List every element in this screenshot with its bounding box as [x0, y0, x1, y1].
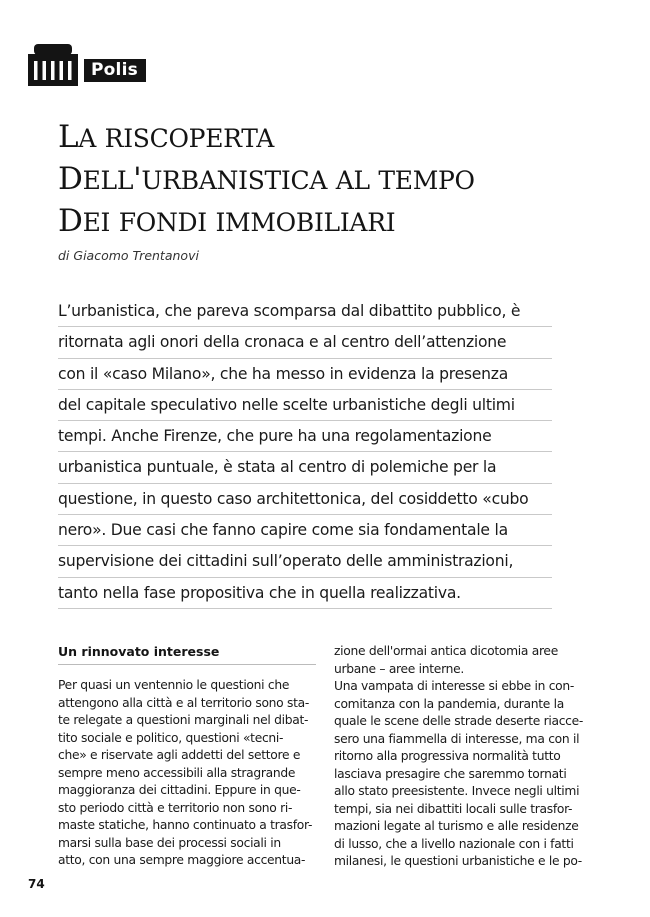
building-icon	[28, 44, 78, 86]
body-text-line: di lusso, che a livello nazionale con i fatti	[334, 836, 574, 851]
body-text-line: ritorno alla progressiva normalità tutto	[334, 749, 561, 763]
body-text-line: sempre meno accessibili alla stragrande	[58, 765, 296, 780]
article-title	[58, 117, 618, 243]
lead-line: urbanistica puntuale, è stata al centro di polemiche per la	[58, 452, 552, 483]
page-number: 74	[28, 877, 45, 891]
body-text-line: tempi, sia nei dibattiti locali sulle trasfor-	[334, 801, 573, 816]
lead-line: L’urbanistica, che pareva scomparsa dal dibattito pubblico, è	[58, 296, 552, 327]
title-line: DELL'URBANISTICA AL TEMPO	[58, 161, 475, 197]
body-text-line: maste statiche, hanno continuato a trasfor-	[58, 818, 313, 832]
body-text-line: mazioni legate al turismo e alle residenze	[334, 819, 579, 833]
left-column	[58, 643, 316, 870]
lead-line: supervisione dei cittadini sull’operato delle amministrazioni,	[58, 546, 552, 577]
body-text-line: marsi sulla base dei processi sociali in	[58, 835, 281, 850]
body-text-line: te relegate a questioni marginali nel dibat-	[58, 713, 309, 727]
section-header	[28, 44, 146, 86]
lead-line: nero». Due casi che fanno capire come sia fondamentale la	[58, 515, 552, 546]
body-text-line: allo stato preesistente. Invece negli ultimi	[334, 784, 580, 798]
section-title: Un rinnovato interesse	[58, 643, 316, 665]
body-text-line: tito sociale e politico, questioni «tecni-	[58, 730, 284, 745]
lead-line: ritornata agli onori della cronaca e al centro dell’attenzione	[58, 327, 552, 358]
title-line: LA RISCOPERTA	[58, 119, 275, 155]
body-text-line: quale le scene delle strade deserte riacce-	[334, 714, 584, 728]
body-text-line: Per quasi un ventennio le questioni che	[58, 678, 290, 692]
body-text-line: atto, con una sempre maggiore accentua-	[58, 853, 306, 867]
lead-line: tanto nella fase propositiva che in quella realizzativa.	[58, 578, 552, 609]
section-label: Polis	[84, 59, 146, 82]
body-text-line: urbane – aree interne.	[334, 661, 464, 676]
body-text-line: Una vampata di interesse si ebbe in con-	[334, 679, 575, 693]
lead-line: questione, in questo caso architettonica, del cosiddetto «cubo	[58, 484, 552, 515]
body-text-line: milanesi, le questioni urbanistiche e le po-	[334, 854, 582, 868]
article-lead	[58, 296, 552, 609]
lead-line: del capitale speculativo nelle scelte urbanistiche degli ultimi	[58, 390, 552, 421]
article-author: di Giacomo Trentanovi	[58, 248, 199, 263]
title-line: DEI FONDI IMMOBILIARI	[58, 203, 396, 239]
body-text-line: che» e riservate agli addetti del settore e	[58, 748, 301, 762]
body-text-line: sero una fiammella di interesse, ma con il	[334, 731, 580, 746]
body-text-line: lasciava presagire che saremmo tornati	[334, 766, 567, 781]
body-text-line: zione dell'ormai antica dicotomia aree	[334, 644, 558, 658]
right-column	[334, 643, 592, 871]
lead-line: tempi. Anche Firenze, che pure ha una regolamentazione	[58, 421, 552, 452]
body-text-line: sto periodo città e territorio non sono ri-	[58, 800, 293, 815]
body-text-line: attengono alla città e al territorio sono sta-	[58, 695, 310, 710]
body-text-line: comitanza con la pandemia, durante la	[334, 696, 564, 711]
body-text-line: maggioranza dei cittadini. Eppure in que-	[58, 783, 301, 797]
lead-line: con il «caso Milano», che ha messo in evidenza la presenza	[58, 359, 552, 390]
